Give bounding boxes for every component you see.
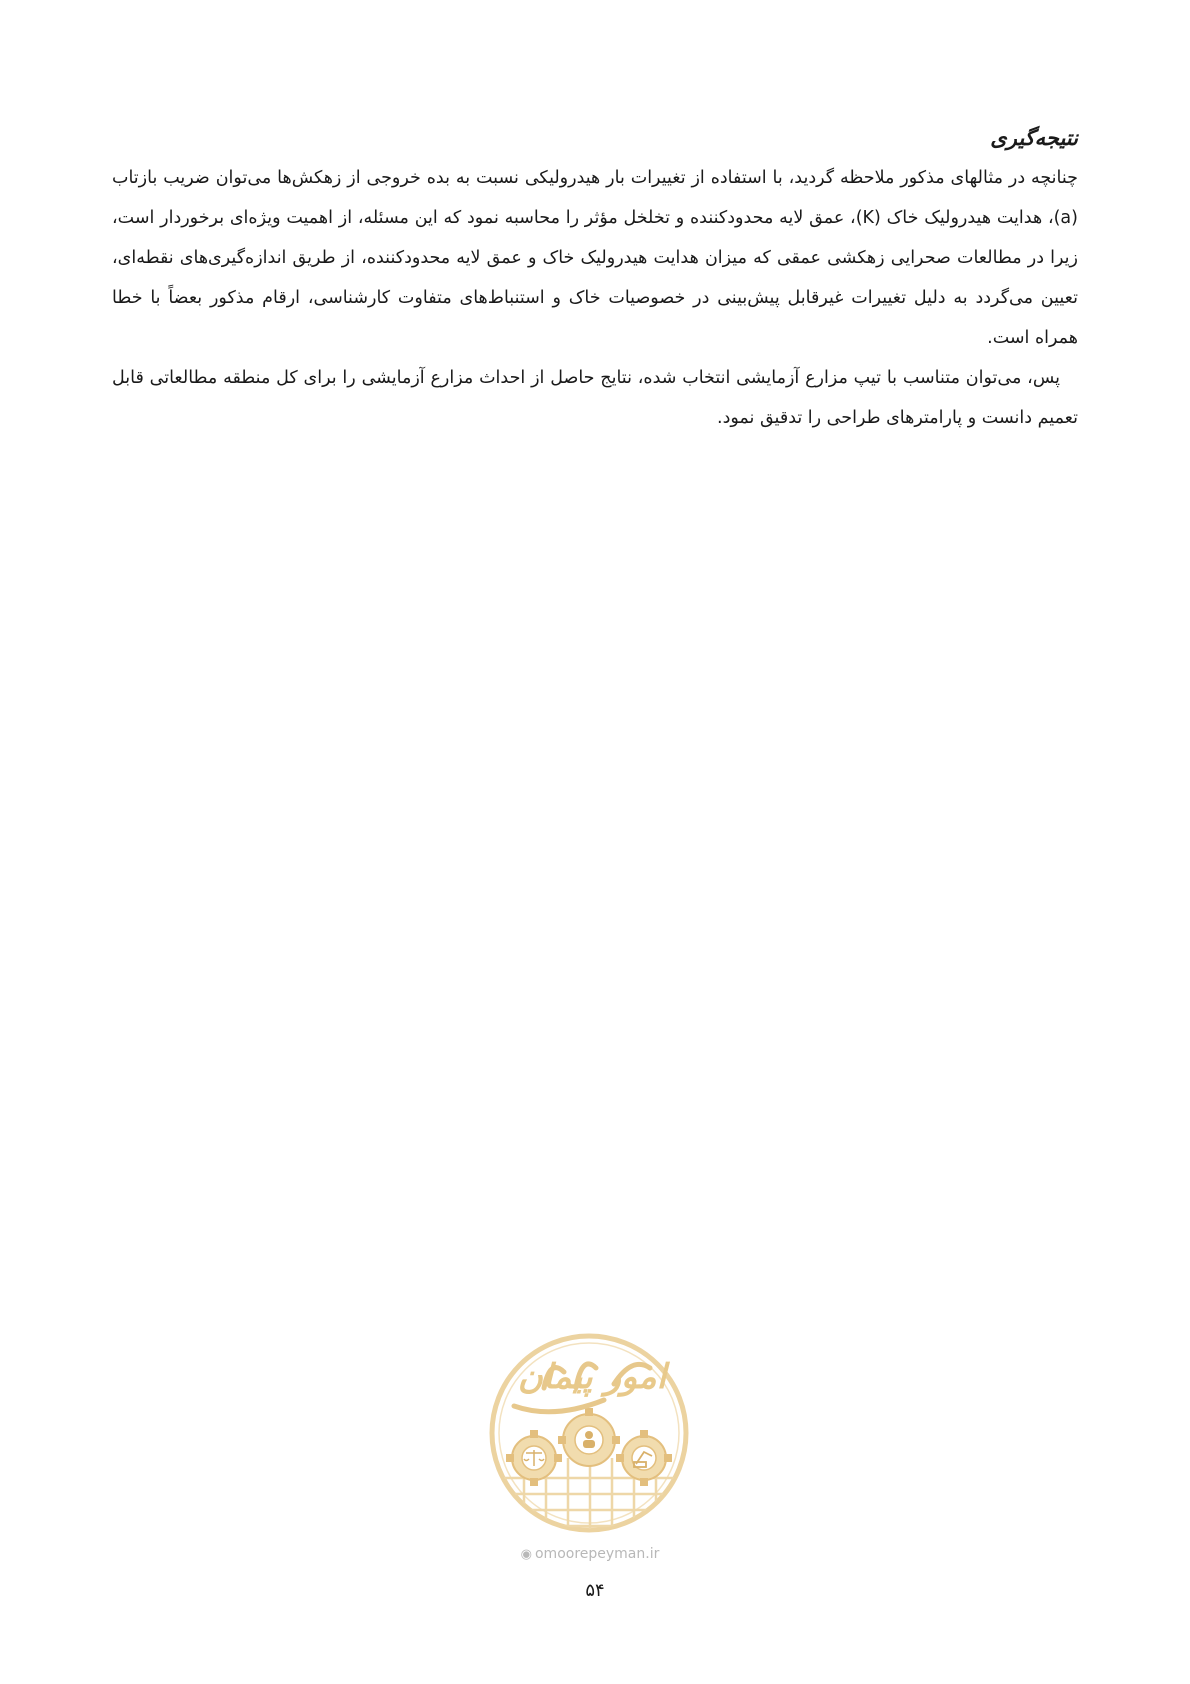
website-url: omoorepeyman.ir <box>534 1546 660 1562</box>
page-number: ۵۴ <box>585 1580 605 1601</box>
paragraph-2: پس، می‌توان متناسب با تیپ مزارع آزمایشی انتخاب شده، نتایج حاصل از احداث مزارع آزمایشی را برای کل منطقه مطالعاتی قابل تعمیم دانست و پارامترهای طراحی را تدقیق نمود. <box>112 368 1078 428</box>
section-heading: نتیجه‌گیری <box>990 125 1078 150</box>
website-footer <box>440 1546 740 1562</box>
logo-wordmark: امور پیمان <box>517 1357 667 1397</box>
logo-emblem-icon <box>484 1328 694 1538</box>
paragraph-1: چنانچه در مثالهای مذکور ملاحظه گردید، با استفاده از تغییرات بار هیدرولیکی نسبت به بده خروجی از زهکش‌ها می‌توان ضریب بازتاب (a)، هدایت هیدرولیک خاک (K)، عمق لایه محدودکننده و تخلخل مؤثر را محاسبه نمود که این مسئله، از اهمیت ویژه‌ای برخوردار است، زیرا در مطالعات صحرایی زهکشی عمقی که میزان هدایت هیدرولیک خاک و عمق لایه محدودکننده، از طریق اندازه‌گیری‌های نقطه‌ای، تعیین می‌گردد به دلیل تغییرات غیرقابل پیش‌بینی در خصوصیات خاک و استنباط‌های متفاوت کارشناسی، ارقام مذکور بعضاً با خطا همراه است. <box>112 168 1078 348</box>
globe-icon: ◉ <box>520 1547 532 1562</box>
watermark-logo <box>484 1328 694 1538</box>
document-body <box>112 122 1078 438</box>
